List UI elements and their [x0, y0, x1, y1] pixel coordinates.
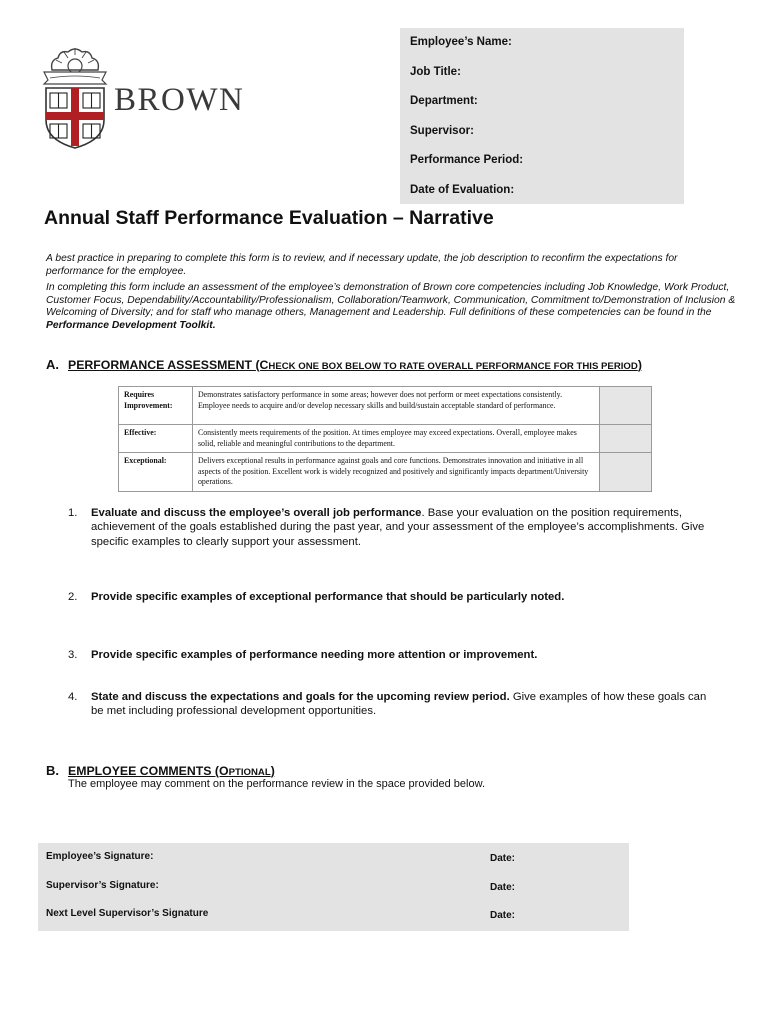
brown-logo [42, 42, 252, 152]
toolkit-reference: Performance Development Toolkit. [46, 319, 216, 331]
brown-wordmark: BROWN [114, 82, 245, 118]
date-of-evaluation-field[interactable]: Date of Evaluation: [410, 183, 515, 196]
job-title-field[interactable]: Job Title: [410, 65, 461, 78]
employee-comments-note: The employee may comment on the performance review in the space provided below. [68, 778, 485, 790]
rating-table [118, 386, 652, 492]
signature-label: Employee’s Signature: [46, 851, 154, 862]
section-a-title-wrap [68, 358, 642, 372]
section-a-letter: A. [46, 357, 59, 372]
question-detail: Give examples of how these goals can be met including professional development opportunities. [91, 691, 707, 718]
question-number: 1. [68, 507, 78, 519]
next-level-supervisor-signature-row[interactable] [38, 900, 629, 928]
section-a-paren-close: ) [637, 358, 642, 372]
department-field[interactable]: Department: [410, 95, 478, 107]
rating-label: Exceptional: [119, 453, 193, 492]
rating-row [119, 425, 652, 453]
signature-label: Supervisor’s Signature: [46, 880, 159, 891]
question-detail: . Base your evaluation on the position requirements, achievement of the goals established during the past year, and your assessment of the employee’s accomplishments. Give specific examples to clearly support your assessment. [91, 507, 705, 548]
question-number: 2. [68, 591, 78, 603]
rating-row [119, 387, 652, 425]
section-b-paren-close: ) [270, 764, 275, 778]
rating-label: Requires Improvement: [119, 387, 193, 425]
section-b-heading [46, 763, 275, 778]
performance-period-field[interactable]: Performance Period: [410, 154, 524, 166]
question-3 [68, 648, 718, 662]
brown-university-shield-icon [42, 42, 108, 150]
rating-checkbox-effective[interactable] [600, 425, 652, 453]
date-label: Date: [490, 853, 516, 864]
rating-checkbox-requires-improvement[interactable] [600, 387, 652, 425]
section-a-heading [46, 357, 642, 372]
question-prompt: Evaluate and discuss the employee’s overall job performance [91, 507, 422, 519]
employee-name-field[interactable]: Employee’s Name: [410, 36, 512, 48]
intro-paragraph-1: A best practice in preparing to complete this form is to review, and if necessary update, the job description to reconfirm the expectations for performance for the employee. [46, 253, 678, 277]
question-number: 3. [68, 649, 78, 661]
section-a-instruction: HECK ONE BOX BELOW TO RATE OVERALL PERFORMANCE FOR THIS PERIOD [268, 361, 638, 372]
rating-checkbox-exceptional[interactable] [600, 453, 652, 492]
rating-label: Effective: [119, 425, 193, 453]
supervisor-field[interactable]: Supervisor: [410, 124, 474, 137]
question-1 [68, 506, 718, 549]
rating-description: Demonstrates satisfactory performance in some areas; however does not perform or meet expectations consistently. Employee needs to acquire and/or develop necessary skills and build/sustain acceptable standard of performance. [192, 387, 599, 425]
intro-paragraph-2 [46, 282, 736, 332]
section-a-paren-open: (C [255, 358, 269, 372]
question-4 [68, 690, 718, 719]
employee-signature-row[interactable] [38, 843, 629, 871]
date-label: Date: [490, 882, 516, 893]
employee-info-box [400, 28, 684, 204]
date-label: Date: [490, 910, 516, 921]
section-b-paren-open: (O [214, 764, 229, 778]
page-title: Annual Staff Performance Evaluation – Narrative [44, 207, 494, 229]
intro-text [46, 253, 736, 337]
section-b-optional: PTIONAL [228, 767, 271, 778]
intro-paragraph-2-text: In completing this form include an assessment of the employee’s demonstration of Brown core competencies including Job Knowledge, Work Product, Customer Focus, Dependability/Accountability/Professionalism, Collaboration/Teamwork, Communication, Commitment to/Demonstration of Inclusion & Welcoming of Diversity; and for staff who manage others, Management and Leadership. Full definitions of these competencies can be found in the [46, 282, 736, 319]
section-b-title: EMPLOYEE COMMENTS [68, 764, 212, 778]
rating-row [119, 453, 652, 492]
question-prompt: Provide specific examples of performance needing more attention or improvement. [91, 649, 538, 661]
section-b-letter: B. [46, 763, 59, 778]
signature-label: Next Level Supervisor’s Signature [46, 908, 209, 919]
question-number: 4. [68, 691, 78, 703]
section-a-title: PERFORMANCE ASSESSMENT [68, 358, 253, 372]
question-prompt: State and discuss the expectations and goals for the upcoming review period. [91, 691, 510, 703]
question-2 [68, 590, 718, 604]
section-b-title-wrap [68, 764, 275, 778]
rating-description: Consistently meets requirements of the position. At times employee may exceed expectations. Overall, employee makes solid, reliable and meaningful contributions to the department. [192, 425, 599, 453]
question-prompt: Provide specific examples of exceptional performance that should be particularly noted. [91, 591, 565, 603]
rating-description: Delivers exceptional results in performance against goals and core functions. Demonstrates innovation and initiative in all aspects of the position. Excellent work is widely recognized and positively and significantly impacts department/University operations. [192, 453, 599, 492]
signature-box [38, 843, 629, 931]
supervisor-signature-row[interactable] [38, 872, 629, 900]
